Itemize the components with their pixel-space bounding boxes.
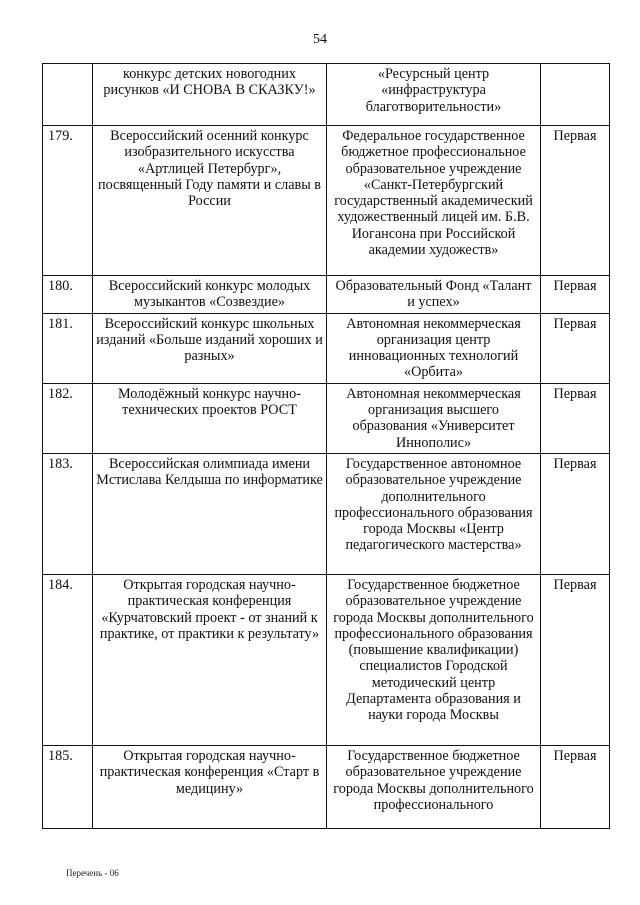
level-cell — [541, 64, 610, 126]
row-number-cell: 181. — [43, 313, 93, 383]
organizer-cell: Автономная некоммерческая организация центр инновационных технологий «Орбита» — [327, 313, 541, 383]
level-cell: Первая — [541, 574, 610, 745]
table-row — [43, 453, 610, 574]
level-cell: Первая — [541, 126, 610, 276]
organizer-cell: «Ресурсный центр «инфраструктура благотворительности» — [327, 64, 541, 126]
row-number-cell: 184. — [43, 574, 93, 745]
footer-reference: Перечень - 06 — [66, 868, 119, 878]
organizer-cell: Образовательный Фонд «Талант и успех» — [327, 276, 541, 314]
row-number-cell: 179. — [43, 126, 93, 276]
organizer-cell: Федеральное государственное бюджетное профессиональное образовательное учреждение «Санкт-Петербургский государственный академический художественный лицей им. Б.В. Иогансона при Российской академии художеств» — [327, 126, 541, 276]
row-number-cell: 183. — [43, 453, 93, 574]
organizer-cell: Государственное бюджетное образовательное учреждение города Москвы дополнительного профессионального образования (повышение квалификации) специалистов Городской методический центр Департамента образования и науки города Москвы — [327, 574, 541, 745]
event-name-cell: Молодёжный конкурс научно-технических проектов РОСТ — [93, 383, 327, 453]
level-cell: Первая — [541, 745, 610, 828]
level-cell: Первая — [541, 383, 610, 453]
table-row — [43, 574, 610, 745]
table-row — [43, 313, 610, 383]
level-cell: Первая — [541, 453, 610, 574]
page-number: 54 — [313, 32, 327, 47]
organizer-cell: Государственное автономное образовательное учреждение дополнительного профессионального образования города Москвы «Центр педагогического мастерства» — [327, 453, 541, 574]
organizer-cell: Автономная некоммерческая организация высшего образования «Университет Иннополис» — [327, 383, 541, 453]
organizer-cell: Государственное бюджетное образовательное учреждение города Москвы дополнительного профессионального — [327, 745, 541, 828]
level-cell: Первая — [541, 276, 610, 314]
table-body — [43, 64, 610, 829]
row-number-cell: 182. — [43, 383, 93, 453]
level-cell: Первая — [541, 313, 610, 383]
table-row — [43, 64, 610, 126]
row-number-cell: 180. — [43, 276, 93, 314]
event-name-cell: Всероссийская олимпиада имени Мстислава Келдыша по информатике — [93, 453, 327, 574]
olympiad-list-table — [42, 63, 610, 829]
table-row — [43, 745, 610, 828]
event-name-cell: Всероссийский осенний конкурс изобразительного искусства «Артлицей Петербург», посвященный Году памяти и славы в России — [93, 126, 327, 276]
event-name-cell: Открытая городская научно-практическая конференция «Курчатовский проект - от знаний к практике, от практики к результату» — [93, 574, 327, 745]
table-row — [43, 276, 610, 314]
table-row — [43, 126, 610, 276]
row-number-cell — [43, 64, 93, 126]
event-name-cell: Всероссийский конкурс молодых музыкантов «Созвездие» — [93, 276, 327, 314]
row-number-cell: 185. — [43, 745, 93, 828]
event-name-cell: Всероссийский конкурс школьных изданий «Больше изданий хороших и разных» — [93, 313, 327, 383]
event-name-cell: Открытая городская научно-практическая конференция «Старт в медицину» — [93, 745, 327, 828]
table-row — [43, 383, 610, 453]
event-name-cell: конкурс детских новогодних рисунков «И СНОВА В СКАЗКУ!» — [93, 64, 327, 126]
